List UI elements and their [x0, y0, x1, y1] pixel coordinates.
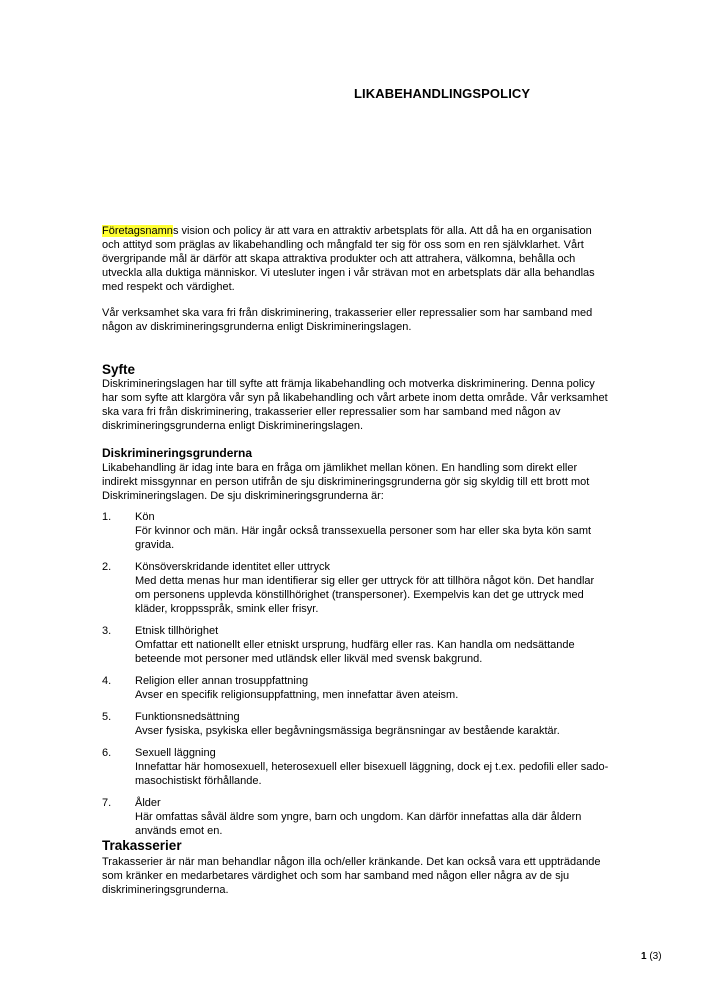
list-number: 6.: [102, 747, 112, 759]
ground-description: För kvinnor och män. Här ingår också transsexuella personer som har eller ska byta kön samt gravida.: [135, 525, 592, 551]
ground-description: Omfattar ett nationellt eller etniskt ursprung, hudfärg eller ras. Kan handla om nedsättande beteende mot personer med utländsk eller likväl med svensk bakgrund.: [135, 639, 575, 665]
ground-title: Ålder: [135, 797, 161, 809]
list-item: [102, 624, 612, 666]
discrimination-grounds-list: [102, 510, 612, 846]
list-number: 5.: [102, 711, 112, 723]
section-heading-grunder: Diskrimineringsgrunderna: [102, 446, 253, 460]
document-title: LIKABEHANDLINGSPOLICY: [354, 86, 531, 101]
ground-title: Religion eller annan trosuppfattning: [135, 675, 309, 687]
intro-paragraph: [102, 224, 612, 294]
intro-text: s vision och policy är att vara en attraktiv arbetsplats för alla. Att då ha en organisation och attityd som präglas av likabehandling och mångfald ter sig för oss som en ren självklarhet. Vårt övergripande mål är därför att skapa attraktiva produkter och att attrahera, välkomna, behålla och utveckla alla duktiga människor. Vi utesluter ingen i vår strävan mot en arbetsplats där alla behandlas med respekt och värdighet.: [102, 225, 595, 293]
page-total: (3): [649, 951, 662, 962]
ground-title: Kön: [135, 511, 155, 523]
list-number: 4.: [102, 675, 112, 687]
grunder-paragraph: Likabehandling är idag inte bara en fråga om jämlikhet mellan könen. En handling som direkt eller indirekt missgynnar en person utifrån de sju diskrimineringsgrunderna gör sig skyldig till ett brott mot Diskrimineringslagen. De sju diskrimineringsgrunderna är:: [102, 462, 590, 502]
list-number: 1.: [102, 511, 112, 523]
list-number: 7.: [102, 797, 112, 809]
ground-description: Avser fysiska, psykiska eller begåvningsmässiga begränsningar av bestående karaktär.: [135, 725, 560, 737]
company-name-placeholder: Företagsnamn: [102, 225, 173, 237]
intro-paragraph-2: Vår verksamhet ska vara fri från diskriminering, trakasserier eller repressalier som har samband med någon av diskrimineringsgrunderna enligt Diskrimineringslagen.: [102, 307, 593, 333]
ground-description: Här omfattas såväl äldre som yngre, barn och ungdom. Kan därför innefattas alla där åldern används emot en.: [135, 811, 582, 837]
ground-title: Etnisk tillhörighet: [135, 625, 219, 637]
page-number: [641, 951, 662, 962]
list-item: [102, 796, 612, 838]
ground-description: Med detta menas hur man identifierar sig eller ger uttryck för att tillhöra något kön. Det handlar om personens upplevda könstillhörighet (transpersoner). Exempelvis kan det ge uttryck med kläder, kroppsspråk, smink eller frisyr.: [135, 575, 595, 615]
ground-description: Avser en specifik religionsuppfattning, men innefattar även ateism.: [135, 689, 459, 701]
ground-title: Sexuell läggning: [135, 747, 216, 759]
list-item: [102, 674, 612, 702]
list-item: [102, 510, 612, 552]
ground-title: Könsöverskridande identitet eller uttryck: [135, 561, 331, 573]
section-heading-syfte: Syfte: [102, 362, 136, 377]
list-item: [102, 560, 612, 616]
syfte-paragraph: Diskrimineringslagen har till syfte att främja likabehandling och motverka diskriminering. Denna policy har som syfte att klargöra vår syn på likabehandling och vårt arbete inom detta område. Vår verksamhet ska vara fri från diskriminering, trakasserier eller repressalier som har samband med någon av diskrimineringsgrunderna enligt Diskrimineringslagen.: [102, 378, 608, 432]
section-heading-trakasserier: Trakasserier: [102, 838, 182, 853]
ground-title: Funktionsnedsättning: [135, 711, 240, 723]
list-number: 3.: [102, 625, 112, 637]
trakasserier-paragraph: Trakasserier är när man behandlar någon illa och/eller kränkande. Det kan också vara ett uppträdande som kränker en medarbetares värdighet och som har samband med någon eller några av de sju diskrimineringsgrunderna.: [102, 856, 601, 896]
list-item: [102, 746, 612, 788]
list-item: [102, 710, 612, 738]
list-number: 2.: [102, 561, 112, 573]
ground-description: Innefattar här homosexuell, heterosexuell eller bisexuell läggning, dock ej t.ex. pedofili eller sado-masochistiskt förhållande.: [135, 761, 609, 787]
page-current: 1: [641, 951, 647, 962]
